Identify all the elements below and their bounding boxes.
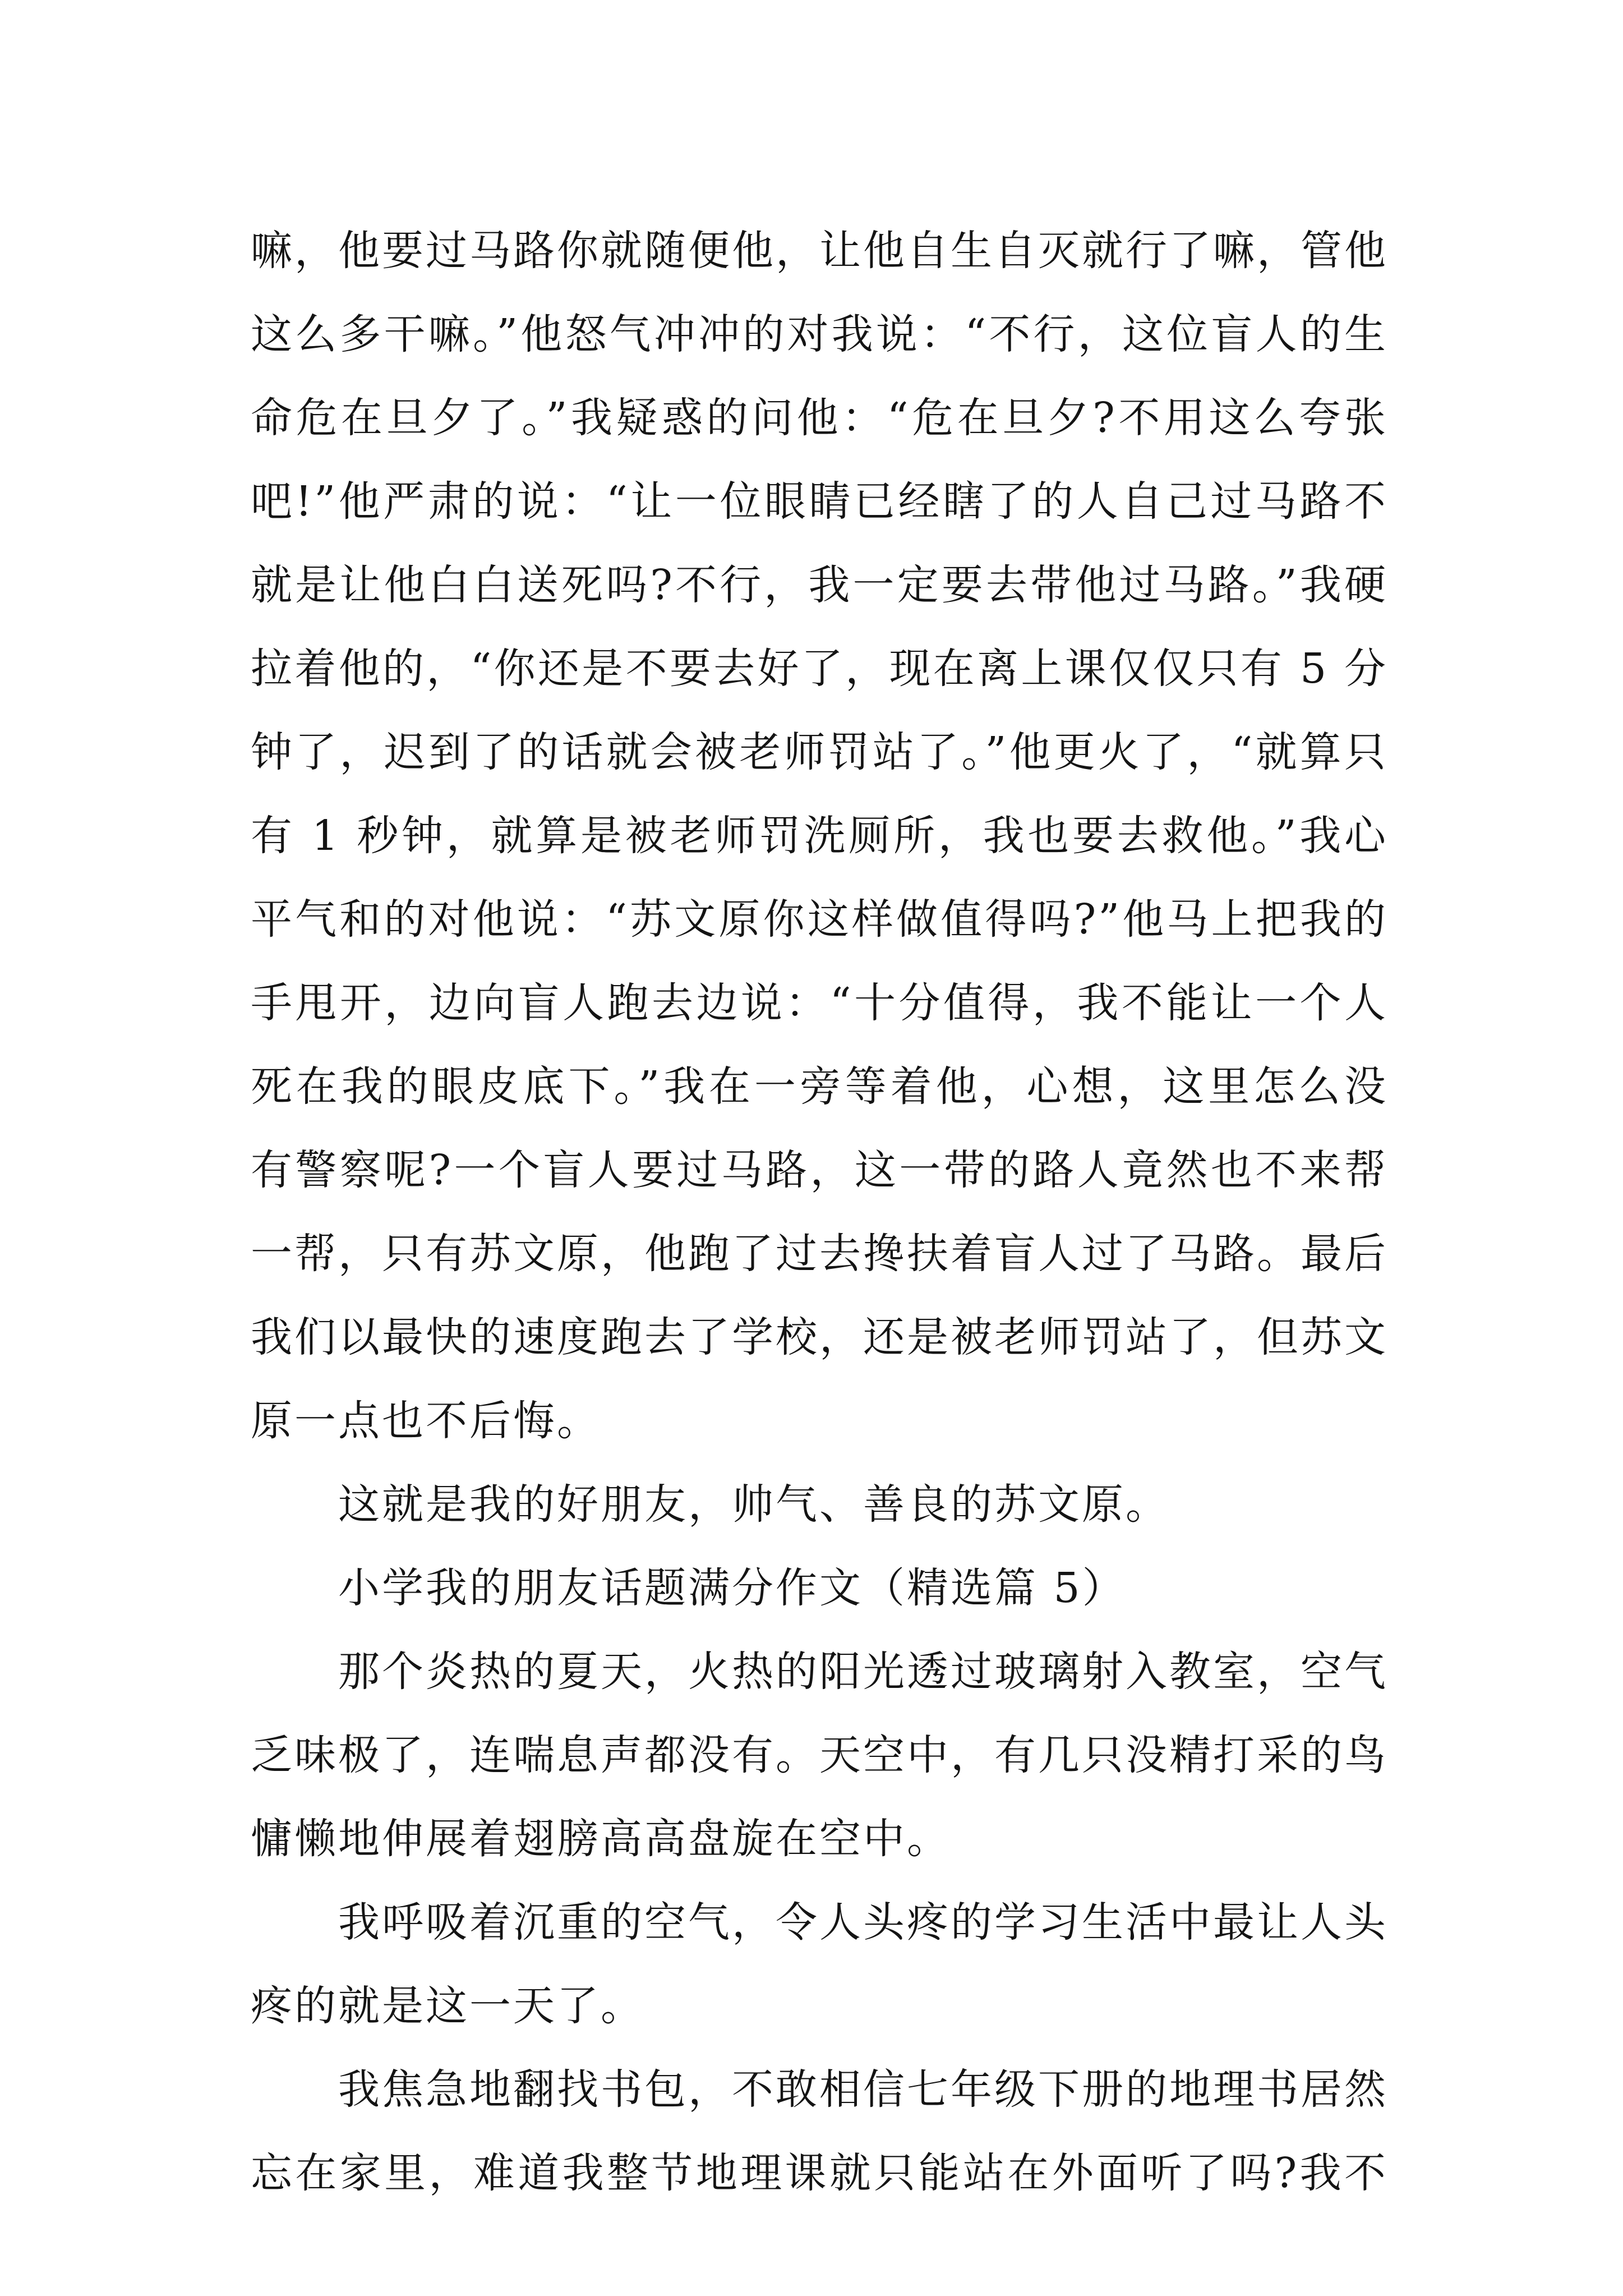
text-line: 原一点也不后悔。 (251, 1397, 601, 1445)
text-line: 钟了，迟到了的话就会被老师罚站了。”他更火了，“就算只 (251, 728, 1388, 776)
section-heading (251, 1547, 1388, 1630)
text-line: 那个炎热的夏天，火热的阳光透过玻璃射入教室，空气 (338, 1648, 1388, 1696)
paragraph (251, 1881, 1388, 2048)
text-line: 这么多干嘛。”他怒气冲冲的对我说：“不行，这位盲人的生 (251, 310, 1388, 358)
text-line: 我们以最快的速度跑去了学校，还是被老师罚站了，但苏文 (251, 1313, 1388, 1361)
text-line: 有警察呢?一个盲人要过马路，这一带的路人竟然也不来帮 (251, 1146, 1388, 1194)
text-line: 慵懒地伸展着翅膀高高盘旋在空中。 (251, 1815, 951, 1863)
paragraph (251, 2048, 1388, 2215)
text-line: 嘛，他要过马路你就随便他，让他自生自灭就行了嘛，管他 (251, 227, 1388, 275)
text-line: 这就是我的好朋友，帅气、善良的苏文原。 (338, 1480, 1169, 1529)
paragraph (251, 1630, 1388, 1881)
text-line: 命危在旦夕了。”我疑惑的问他：“危在旦夕?不用这么夸张 (251, 394, 1388, 442)
text-line: 疼的就是这一天了。 (251, 1982, 644, 2030)
section-heading-text: 小学我的朋友话题满分作文（精选篇 5） (338, 1564, 1126, 1612)
text-line: 乏味极了，连喘息声都没有。天空中，有几只没精打采的鸟 (251, 1731, 1388, 1779)
text-line: 手甩开，边向盲人跑去边说：“十分值得，我不能让一个人 (251, 979, 1388, 1027)
text-line: 拉着他的，“你还是不要去好了，现在离上课仅仅只有 5 分 (251, 645, 1388, 693)
text-line: 死在我的眼皮底下。”我在一旁等着他，心想，这里怎么没 (251, 1062, 1388, 1111)
text-line: 忘在家里，难道我整节地理课就只能站在外面听了吗?我不 (251, 2149, 1388, 2197)
paragraph (251, 209, 1388, 1463)
text-line: 一帮，只有苏文原，他跑了过去搀扶着盲人过了马路。最后 (251, 1230, 1388, 1278)
text-line: 吧!”他严肃的说：“让一位眼睛已经瞎了的人自己过马路不 (251, 477, 1388, 526)
document-body (251, 209, 1388, 2215)
text-line: 就是让他白白送死吗?不行，我一定要去带他过马路。”我硬 (251, 561, 1388, 609)
text-line: 我呼吸着沉重的空气，令人头疼的学习生活中最让人头 (338, 1898, 1388, 1947)
text-line: 有 1 秒钟，就算是被老师罚洗厕所，我也要去救他。”我心 (251, 812, 1388, 860)
paragraph (251, 1463, 1388, 1547)
text-line: 平气和的对他说：“苏文原你这样做值得吗?”他马上把我的 (251, 895, 1388, 944)
text-line: 我焦急地翻找书包，不敢相信七年级下册的地理书居然 (338, 2065, 1388, 2114)
